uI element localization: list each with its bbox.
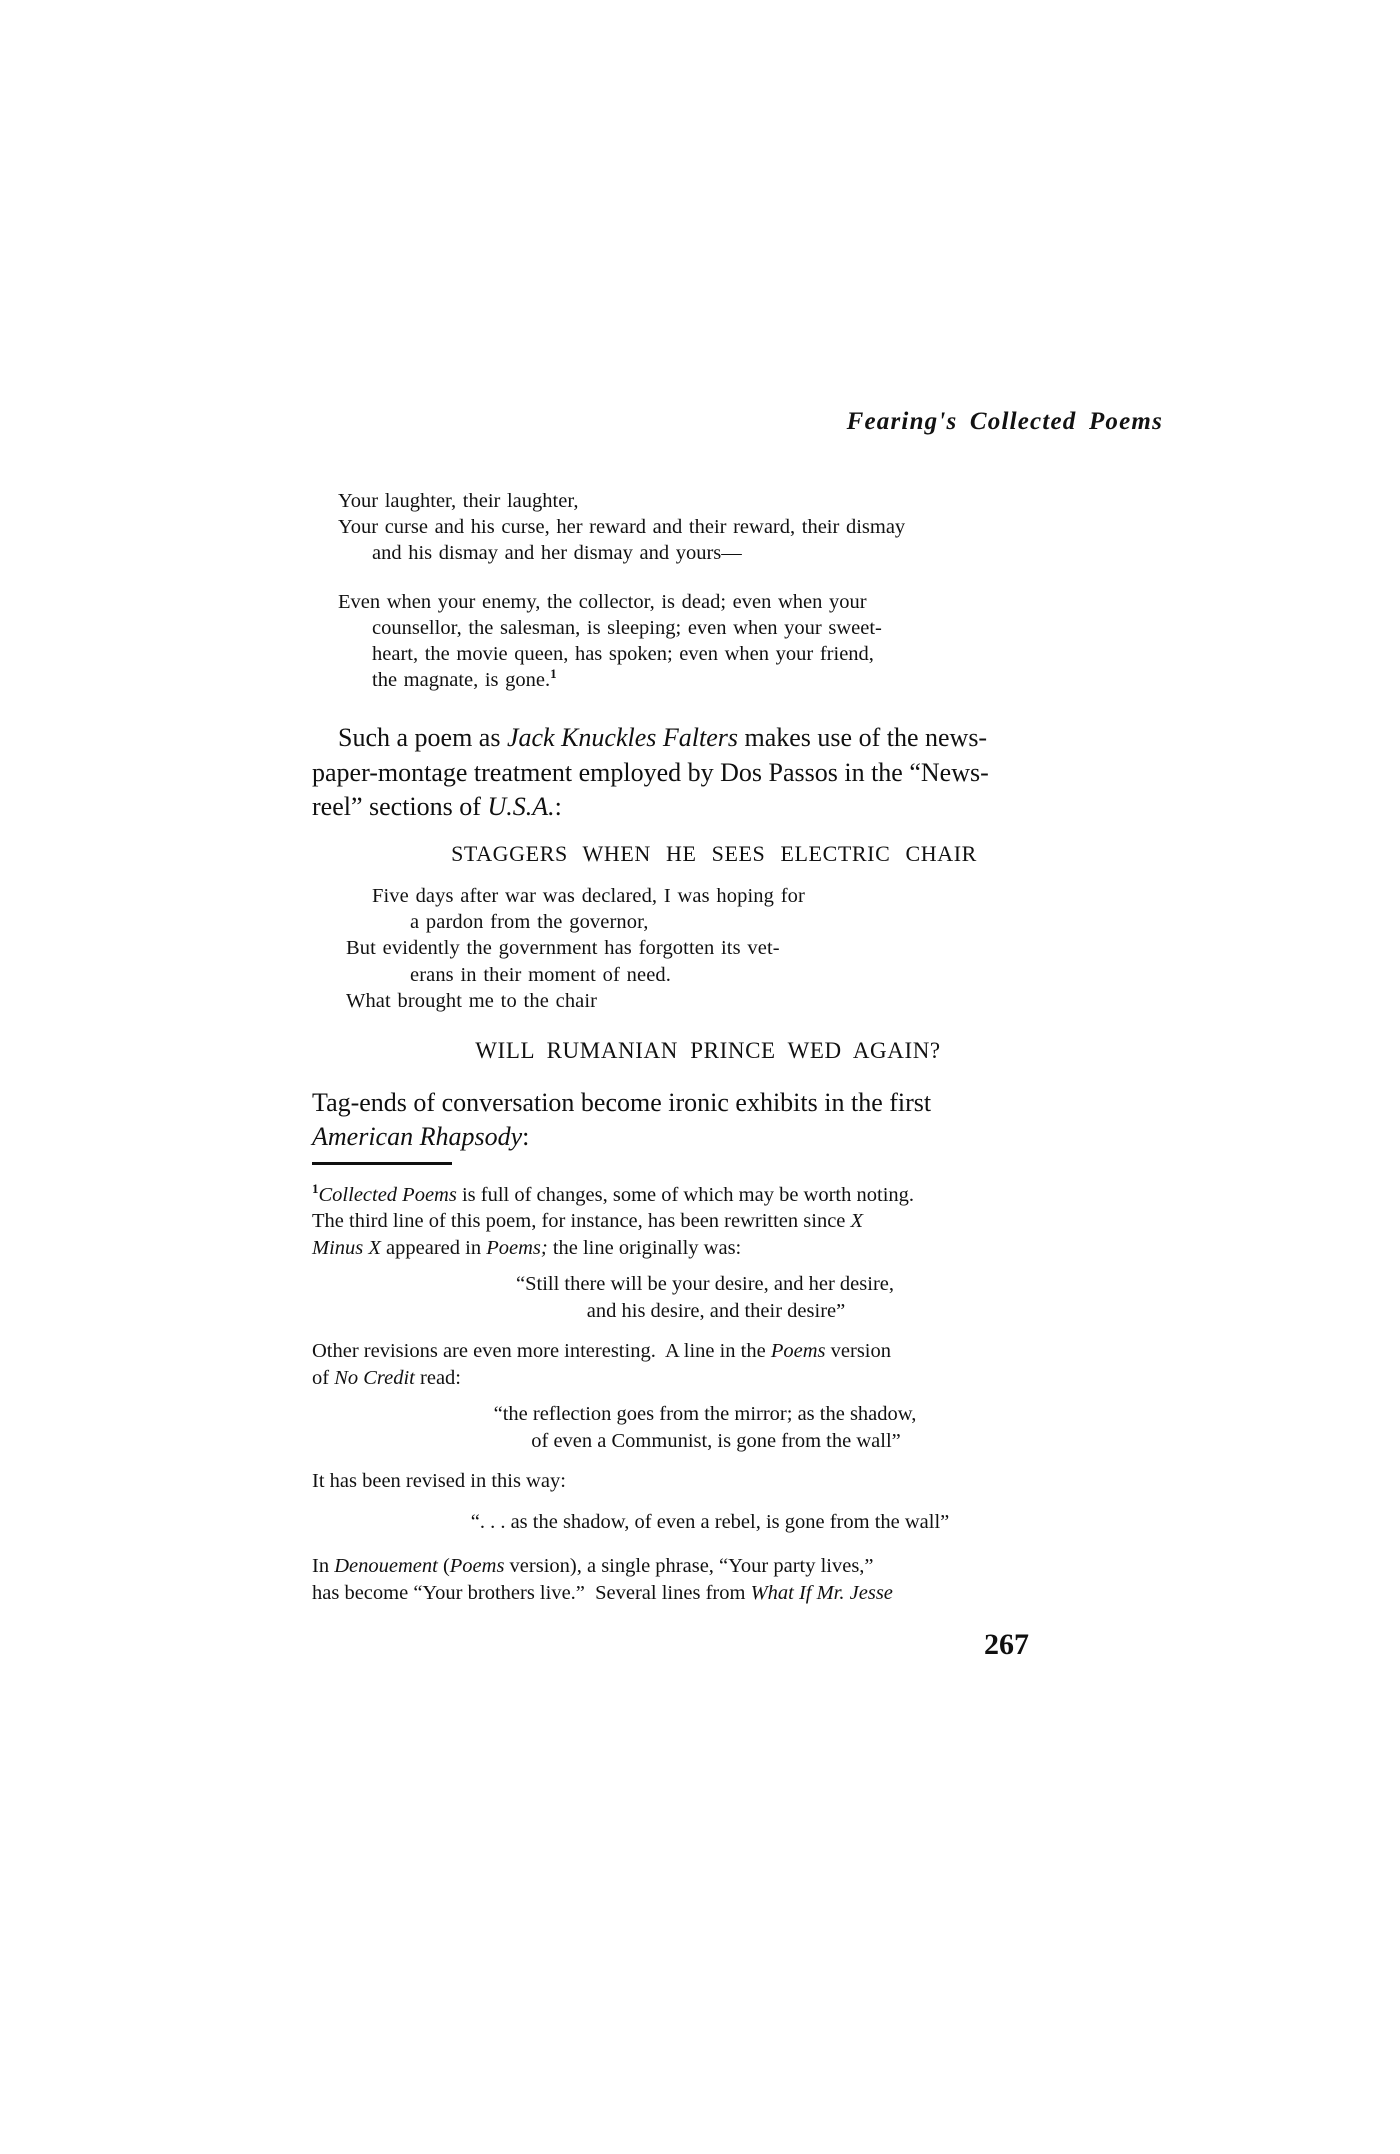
verse-block-2 <box>312 589 1098 694</box>
verse-block-1 <box>312 488 1098 567</box>
spacer <box>312 1066 1098 1086</box>
footnote-marker: 1 <box>312 1181 319 1197</box>
verse-line: Even when your enemy, the collector, is dead; even when your <box>338 590 867 613</box>
footnote-block <box>312 1182 1098 1606</box>
text-run: read: <box>414 1366 461 1389</box>
verse-line-text: the magnate, is gone. <box>372 669 551 692</box>
footnote-reference-marker: 1 <box>550 666 557 682</box>
paragraph-line <box>312 790 1098 825</box>
text-run: appeared in <box>380 1236 487 1259</box>
spacer <box>312 825 1098 839</box>
text-run: version), a single phrase, “Your party lives,” <box>504 1555 874 1578</box>
paragraph-line <box>312 721 1098 756</box>
paragraph-line <box>312 1120 1098 1155</box>
book-title-italic: Poems <box>449 1555 505 1578</box>
verse-line: But evidently the government has forgotten its vet- <box>346 937 780 960</box>
running-head: Fearing's Collected Poems <box>846 408 1163 435</box>
text-run: version <box>825 1340 891 1363</box>
text-run: ( <box>437 1555 450 1578</box>
spacer <box>312 1391 1098 1401</box>
verse-line: a pardon from the governor, <box>410 911 649 934</box>
poem-title-italic: X <box>850 1210 864 1233</box>
poem-title-italic: Jack Knuckles Falters <box>506 723 738 753</box>
quote-line: of even a Communist, is gone from the wall” <box>531 1429 901 1452</box>
verse-line: and his dismay and her dismay and yours— <box>372 542 742 565</box>
book-title-italic: Poems <box>770 1340 826 1363</box>
footnote-line: It has been revised in this way: <box>312 1470 566 1493</box>
book-title-italic: U.S.A. <box>487 792 555 822</box>
footnote-quote-1 <box>312 1271 1098 1324</box>
spacer <box>312 697 1098 721</box>
text-run: In <box>312 1555 335 1578</box>
text-run: of <box>312 1366 335 1389</box>
text-run: : <box>554 792 562 822</box>
text-run: Such a poem as <box>338 723 507 753</box>
main-text-column <box>312 488 1098 1155</box>
footnote-paragraph-3 <box>312 1468 1098 1494</box>
book-title-italic: Poems; <box>486 1236 548 1259</box>
verse-line: counsellor, the salesman, is sleeping; even when your sweet- <box>372 616 882 639</box>
poem-title-italic: Minus X <box>312 1236 381 1259</box>
spacer <box>312 571 1098 589</box>
footnote-quote-2 <box>312 1401 1098 1454</box>
text-run: : <box>522 1122 530 1152</box>
text-run: The third line of this poem, for instance, has been rewritten since <box>312 1210 851 1233</box>
body-paragraph-1 <box>312 721 1098 825</box>
book-title-italic: Collected Poems <box>318 1184 457 1206</box>
text-run: is full of changes, some of which may be worth noting. <box>456 1184 915 1206</box>
poem-title-italic: Denouement <box>334 1555 438 1578</box>
text-run: has become “Your brothers live.” Several lines from <box>312 1581 751 1604</box>
page-number: 267 <box>984 1628 1029 1661</box>
paragraph-line: paper-montage treatment employed by Dos Passos in the “News- <box>312 757 989 787</box>
footnote-line <box>312 1208 1098 1234</box>
footnote-line <box>312 1182 1098 1208</box>
spacer <box>312 1495 1098 1509</box>
footnote-line <box>312 1235 1098 1261</box>
text-run: reel” sections of <box>312 792 488 822</box>
footnote-paragraph-2 <box>312 1338 1098 1391</box>
paragraph-line: Tag-ends of conversation become ironic exhibits in the first <box>312 1087 932 1117</box>
verse-line: What brought me to the chair <box>346 989 598 1012</box>
footnote-line <box>312 1553 1098 1579</box>
footnote-paragraph-4 <box>312 1553 1098 1606</box>
spacer <box>312 1018 1098 1036</box>
verse-line: erans in their moment of need. <box>410 963 671 986</box>
quote-line: and his desire, and their desire” <box>586 1299 846 1322</box>
text-run: the line originally was: <box>547 1236 742 1259</box>
spacer <box>312 1535 1098 1553</box>
spacer <box>312 869 1098 883</box>
spacer <box>312 1261 1098 1271</box>
spacer <box>312 1324 1098 1338</box>
text-run: makes use of the news- <box>738 723 988 753</box>
body-paragraph-2 <box>312 1086 1098 1155</box>
text-run: Other revisions are even more interesting. A line in the <box>312 1340 771 1363</box>
footnote-line <box>312 1580 1098 1606</box>
verse-block-3 <box>312 883 1098 1014</box>
verse-line: Your laughter, their laughter, <box>338 490 579 512</box>
footnote-line <box>312 1338 1098 1364</box>
footnote-quote-3 <box>312 1509 1098 1536</box>
poem-title-italic: No Credit <box>334 1366 415 1389</box>
newspaper-headline-1: STAGGERS WHEN HE SEES ELECTRIC CHAIR <box>451 840 977 866</box>
footnote-line <box>312 1365 1098 1391</box>
poem-title-italic: What If Mr. Jesse <box>750 1581 893 1604</box>
footnote-separator-rule <box>312 1162 452 1165</box>
newspaper-headline-2: WILL RUMANIAN PRINCE WED AGAIN? <box>475 1037 941 1063</box>
quote-line: “. . . as the shadow, of even a rebel, is gone from the wall” <box>470 1510 950 1533</box>
verse-line: heart, the movie queen, has spoken; even when your friend, <box>372 643 874 666</box>
verse-line-with-footnote <box>338 667 1098 693</box>
poem-title-italic: American Rhapsody <box>312 1122 523 1152</box>
footnote-paragraph-1 <box>312 1182 1098 1261</box>
verse-line: Your curse and his curse, her reward and their reward, their dismay <box>338 516 906 539</box>
quote-line: “the reflection goes from the mirror; as the shadow, <box>493 1403 917 1426</box>
verse-line: Five days after war was declared, I was hoping for <box>372 884 805 907</box>
quote-line: “Still there will be your desire, and her desire, <box>516 1273 894 1296</box>
spacer <box>312 1454 1098 1468</box>
